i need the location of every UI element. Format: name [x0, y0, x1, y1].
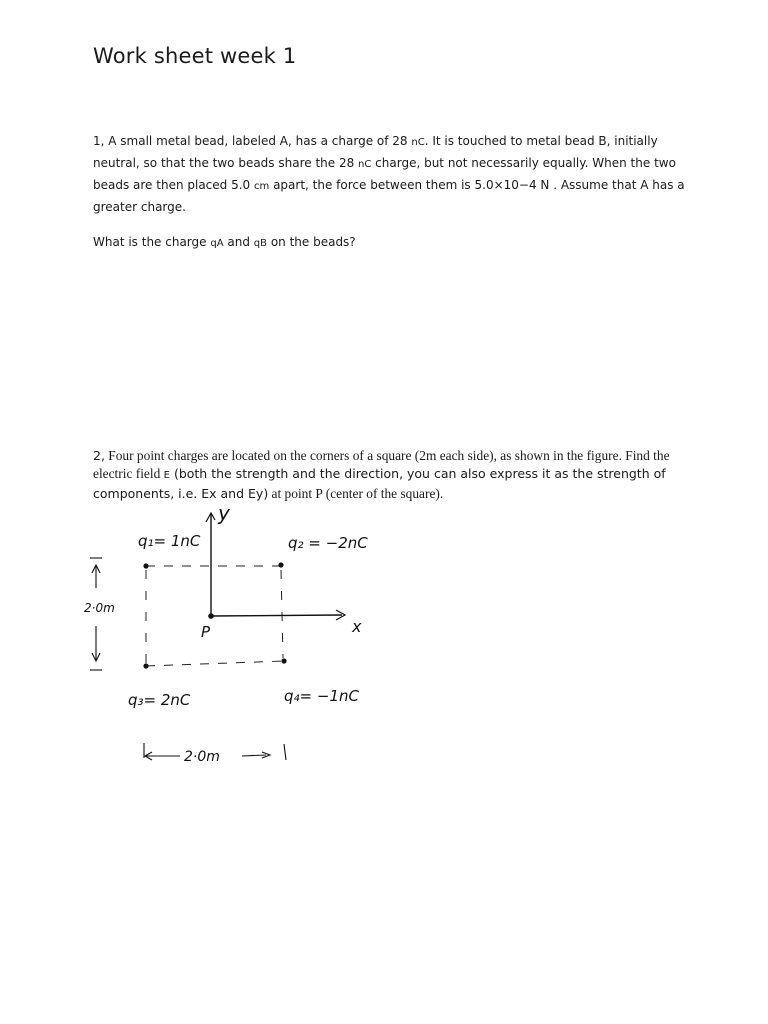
q1-label: q₁= 1nC [138, 532, 201, 550]
qb-symbol: qB [253, 238, 267, 249]
square-right-edge [281, 570, 283, 658]
q2-text-part: at point P (center of the square). [268, 486, 444, 501]
q1-prompt-part: What is the charge [93, 235, 211, 249]
vertical-dimension-label: 2·0m [84, 601, 115, 615]
question-1-prompt [93, 232, 356, 254]
question-1-text [93, 131, 693, 217]
horizontal-dimension-label: 2·0m [184, 749, 220, 765]
q1-text-part: 1, A small metal bead, labeled A, has a charge of 28 [93, 134, 412, 148]
q2-text-part: Four point charges are located on the corners of a square (2m each side), as shown in the figure. Find the electric field [93, 448, 670, 481]
q2-label: q₂ = −2nC [288, 534, 368, 552]
charge-q4-dot [281, 658, 286, 663]
q1-text-part: . It is touched to metal bead B, initially neutral, so that the two beads share the 28 [93, 134, 658, 170]
charge-q1-dot [143, 563, 148, 568]
y-axis-label: y [218, 501, 230, 525]
horizontal-dimension-right-line [242, 755, 266, 756]
point-p-dot [208, 613, 214, 619]
q1-unit: nC [411, 137, 425, 148]
question-2-text [93, 447, 703, 503]
q4-label: q₄= −1nC [284, 687, 359, 705]
q1-text-part: charge, but not necessarily equally. When the two beads are then placed 5.0 [93, 156, 676, 192]
page-title: Work sheet week 1 [93, 44, 297, 68]
q1-unit: nC [358, 159, 372, 170]
charge-q2-dot [278, 562, 283, 567]
qa-symbol: qA [210, 238, 224, 249]
charges-square-diagram [70, 500, 400, 770]
point-p-label: P [201, 623, 211, 641]
q1-prompt-part: and [223, 235, 254, 249]
q2-number: 2, [93, 448, 105, 463]
x-axis-label: x [352, 617, 362, 636]
q1-unit: cm [254, 181, 270, 192]
square-bottom-edge [146, 661, 284, 666]
x-axis [211, 615, 342, 616]
q3-label: q₃= 2nC [128, 691, 191, 709]
q2-text-part: (both the strength and the direction, you can also express it as the strength of components, i.e. Ex and Ey) [93, 466, 666, 501]
charge-q3-dot [143, 663, 148, 668]
q1-text-part: apart, the force between them is 5.0×10−4 N . Assume that A has a greater charge. [93, 178, 685, 214]
q1-prompt-part: on the beads? [267, 235, 356, 249]
e-symbol: E [163, 470, 170, 481]
horizontal-dimension-cap-right [284, 744, 286, 760]
